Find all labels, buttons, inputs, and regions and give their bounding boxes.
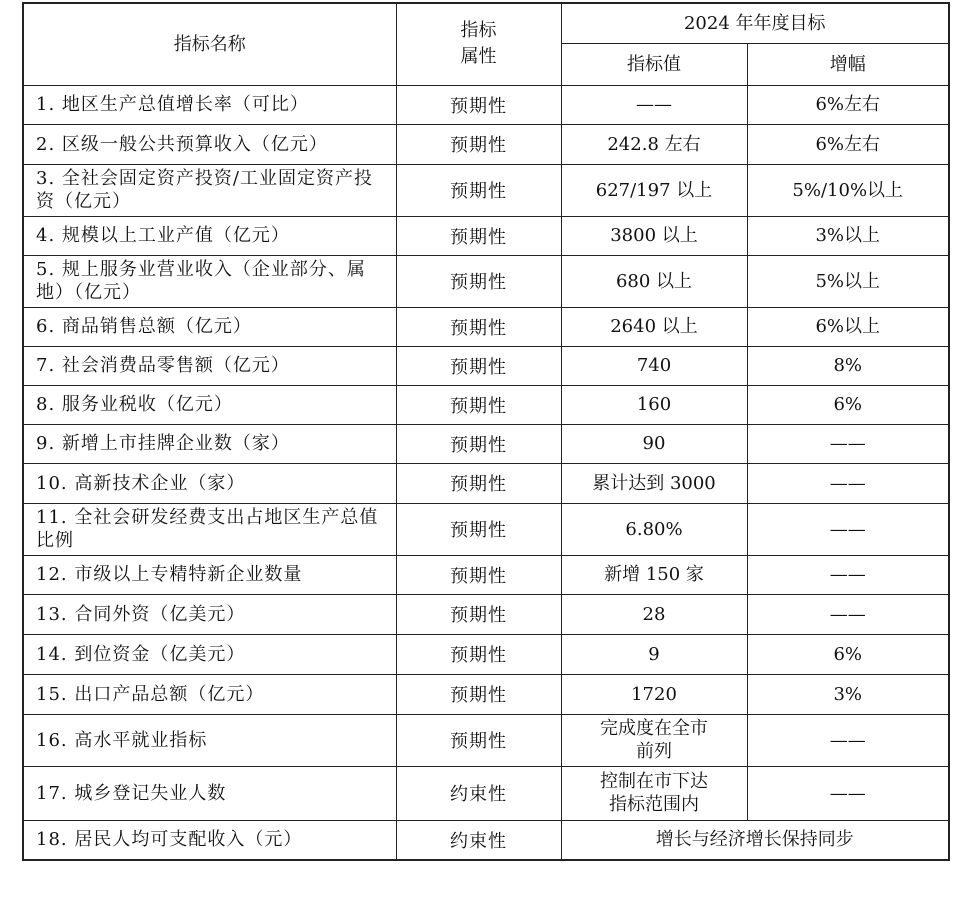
row-target-value: 6.80% — [561, 503, 747, 555]
row-indicator-name: 4. 规模以上工业产值（亿元） — [23, 216, 396, 255]
row-attribute: 预期性 — [396, 385, 561, 424]
row-attribute: 预期性 — [396, 714, 561, 766]
table-row — [23, 346, 949, 385]
row-indicator-name: 6. 商品销售总额（亿元） — [23, 307, 396, 346]
table-row — [23, 424, 949, 463]
row-growth: —— — [747, 766, 949, 820]
table-row — [23, 385, 949, 424]
row-target-value: 完成度在全市前列 — [561, 714, 747, 766]
row-attribute: 预期性 — [396, 555, 561, 594]
row-indicator-name: 16. 高水平就业指标 — [23, 714, 396, 766]
row-indicator-name: 10. 高新技术企业（家） — [23, 463, 396, 503]
row-target-value: 2640 以上 — [561, 307, 747, 346]
row-target-value: 680 以上 — [561, 255, 747, 307]
row-attribute: 预期性 — [396, 503, 561, 555]
row-growth: 5%以上 — [747, 255, 949, 307]
row-growth: —— — [747, 714, 949, 766]
row-attribute: 预期性 — [396, 594, 561, 634]
row-indicator-name: 15. 出口产品总额（亿元） — [23, 674, 396, 714]
header-indicator-value: 指标值 — [561, 43, 747, 85]
row-attribute: 预期性 — [396, 124, 561, 164]
row-target-value: —— — [561, 85, 747, 124]
row-growth: 6%以上 — [747, 307, 949, 346]
row-target-value: 740 — [561, 346, 747, 385]
row-growth: —— — [747, 503, 949, 555]
table-row — [23, 307, 949, 346]
row-target-value: 3800 以上 — [561, 216, 747, 255]
table-row — [23, 463, 949, 503]
row-indicator-name: 12. 市级以上专精特新企业数量 — [23, 555, 396, 594]
table-row — [23, 594, 949, 634]
row-growth: 6% — [747, 634, 949, 674]
row-indicator-name: 1. 地区生产总值增长率（可比） — [23, 85, 396, 124]
row-target-value: 新增 150 家 — [561, 555, 747, 594]
row-indicator-name: 18. 居民人均可支配收入（元） — [23, 820, 396, 860]
row-indicator-name: 7. 社会消费品零售额（亿元） — [23, 346, 396, 385]
header-growth: 增幅 — [747, 43, 949, 85]
row-target-value: 627/197 以上 — [561, 164, 747, 216]
row-attribute: 预期性 — [396, 307, 561, 346]
row-target-value: 242.8 左右 — [561, 124, 747, 164]
row-growth: 5%/10%以上 — [747, 164, 949, 216]
row-attribute: 预期性 — [396, 424, 561, 463]
table-row — [23, 255, 949, 307]
table-row — [23, 634, 949, 674]
table-row — [23, 820, 949, 860]
row-indicator-name: 3. 全社会固定资产投资/工业固定资产投资（亿元） — [23, 164, 396, 216]
row-attribute: 约束性 — [396, 766, 561, 820]
header-indicator-name: 指标名称 — [23, 3, 396, 85]
header-2024-target: 2024 年年度目标 — [561, 3, 949, 43]
row-indicator-name: 9. 新增上市挂牌企业数（家） — [23, 424, 396, 463]
row-target-value: 160 — [561, 385, 747, 424]
row-attribute: 预期性 — [396, 634, 561, 674]
table-row — [23, 714, 949, 766]
row-indicator-name: 8. 服务业税收（亿元） — [23, 385, 396, 424]
row-growth: —— — [747, 555, 949, 594]
row-growth: 3% — [747, 674, 949, 714]
row-indicator-name: 14. 到位资金（亿美元） — [23, 634, 396, 674]
row-indicator-name: 2. 区级一般公共预算收入（亿元） — [23, 124, 396, 164]
row-attribute: 预期性 — [396, 255, 561, 307]
row-indicator-name: 5. 规上服务业营业收入（企业部分、属地）（亿元） — [23, 255, 396, 307]
indicator-table — [22, 2, 950, 861]
row-indicator-name: 11. 全社会研发经费支出占地区生产总值比例 — [23, 503, 396, 555]
row-growth: —— — [747, 463, 949, 503]
table-row — [23, 503, 949, 555]
row-attribute: 预期性 — [396, 674, 561, 714]
row-growth: 6%左右 — [747, 124, 949, 164]
row-growth: 6%左右 — [747, 85, 949, 124]
row-target-value: 1720 — [561, 674, 747, 714]
row-attribute: 预期性 — [396, 216, 561, 255]
row-growth: 3%以上 — [747, 216, 949, 255]
table-row — [23, 766, 949, 820]
row-attribute: 约束性 — [396, 820, 561, 860]
row-growth: 8% — [747, 346, 949, 385]
table-row — [23, 85, 949, 124]
row-attribute: 预期性 — [396, 346, 561, 385]
row-growth: —— — [747, 424, 949, 463]
row-target-value: 控制在市下达指标范围内 — [561, 766, 747, 820]
row-target-combined: 增长与经济增长保持同步 — [561, 820, 949, 860]
header-indicator-attribute: 指标属性 — [396, 3, 561, 85]
table-row — [23, 216, 949, 255]
table-body — [23, 85, 949, 860]
row-indicator-name: 13. 合同外资（亿美元） — [23, 594, 396, 634]
row-attribute: 预期性 — [396, 164, 561, 216]
row-growth: —— — [747, 594, 949, 634]
table-row — [23, 164, 949, 216]
table-row — [23, 555, 949, 594]
row-growth: 6% — [747, 385, 949, 424]
row-attribute: 预期性 — [396, 463, 561, 503]
row-target-value: 9 — [561, 634, 747, 674]
row-target-value: 90 — [561, 424, 747, 463]
row-indicator-name: 17. 城乡登记失业人数 — [23, 766, 396, 820]
table-row — [23, 674, 949, 714]
row-target-value: 28 — [561, 594, 747, 634]
row-target-value: 累计达到 3000 — [561, 463, 747, 503]
row-attribute: 预期性 — [396, 85, 561, 124]
table-row — [23, 124, 949, 164]
